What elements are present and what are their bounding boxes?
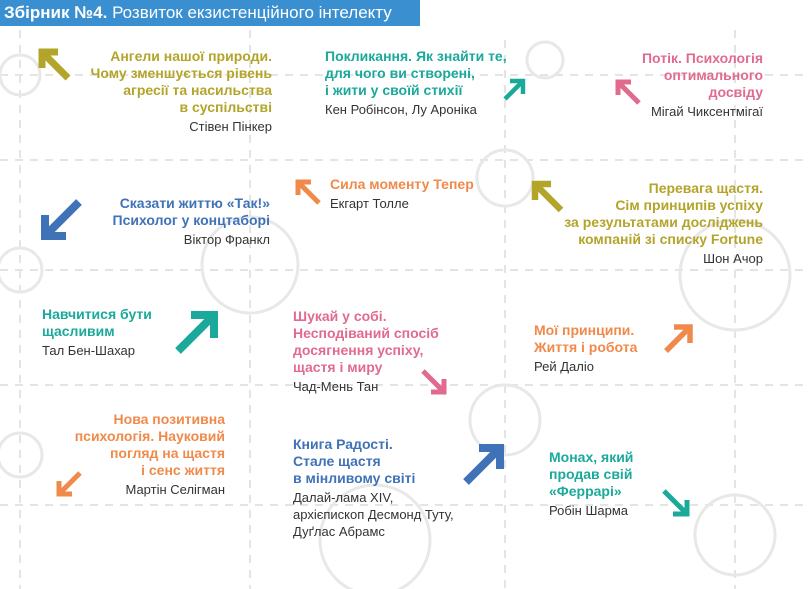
book-author: Віктор Франкл (183, 232, 270, 247)
book-item (42, 306, 152, 359)
book-item (534, 322, 637, 375)
up-right-arrow-icon (461, 443, 505, 487)
book-author: Шон Ачор (703, 251, 763, 266)
book-author: Екгарт Толле (330, 196, 409, 211)
book-title: Перевага щастя. Сім принципів успіху за результатами досліджень компаній зі списку Fortune (564, 180, 763, 247)
book-author: Рей Даліо (534, 359, 594, 374)
book-title: Монах, який продав свій «Феррарі» (549, 449, 634, 499)
book-item (564, 180, 763, 267)
book-item (642, 50, 763, 120)
book-title: Покликання. Як знайти те, для чого ви створені, і жити у своїй стихії (325, 48, 507, 98)
book-author: Кен Робінсон, Лу Аронiка (325, 102, 477, 117)
book-item (325, 48, 507, 118)
down-right-arrow-icon (661, 488, 691, 518)
book-item (91, 48, 272, 135)
book-title: Потік. Психологія оптимального досвіду (641, 50, 763, 100)
book-title: Сила моменту Тепер (330, 176, 474, 192)
book-item (330, 176, 474, 212)
up-left-arrow-icon (38, 48, 72, 82)
book-item (293, 436, 454, 540)
up-right-arrow-icon (662, 323, 694, 355)
book-title: Мої принципи. Життя і робота (534, 322, 638, 355)
page-title (0, 0, 420, 26)
book-author: Стівен Пінкер (189, 119, 272, 134)
book-author: Чад-Мень Тан (293, 379, 379, 394)
book-author: Мартін Селігман (125, 482, 225, 497)
book-title: Ангели нашої природи. Чому зменшується рівень агресії та насильства в суспільстві (90, 48, 272, 115)
book-author: Тал Бен-Шахар (42, 343, 136, 358)
up-right-arrow-icon (173, 310, 219, 356)
up-left-arrow-icon (614, 78, 642, 106)
up-left-arrow-icon (531, 180, 565, 214)
collection-title: Розвиток екзистенційного інтелекту (112, 3, 392, 22)
book-item (293, 308, 439, 395)
book-author: Робін Шарма (549, 503, 628, 518)
book-title: Книга Радості. Стале щастя в мінливому світі (293, 436, 416, 486)
up-right-arrow-icon (502, 78, 526, 102)
book-title: Шукай у собі. Несподіваний спосіб досягнення успіху, щастя і миру (293, 308, 439, 375)
book-item (113, 195, 270, 248)
collection-number: Збірник №4. (4, 3, 108, 22)
book-author: Мігай Чиксентмігаї (650, 104, 763, 119)
book-item (75, 411, 225, 498)
up-left-arrow-icon (294, 178, 322, 206)
down-left-arrow-icon (40, 197, 84, 241)
book-title: Сказати життю «Так!» Психолог у концтаборі (112, 195, 270, 228)
down-right-arrow-icon (420, 368, 448, 396)
book-item (549, 449, 633, 519)
book-title: Нова позитивна психологія. Науковий погляд на щастя і сенс життя (74, 411, 225, 478)
book-title: Навчитися бути щасливим (42, 306, 152, 339)
book-author: Далай-лама XIV, архієпископ Десмонд Туту, Дуґлас Абрамс (293, 490, 454, 539)
